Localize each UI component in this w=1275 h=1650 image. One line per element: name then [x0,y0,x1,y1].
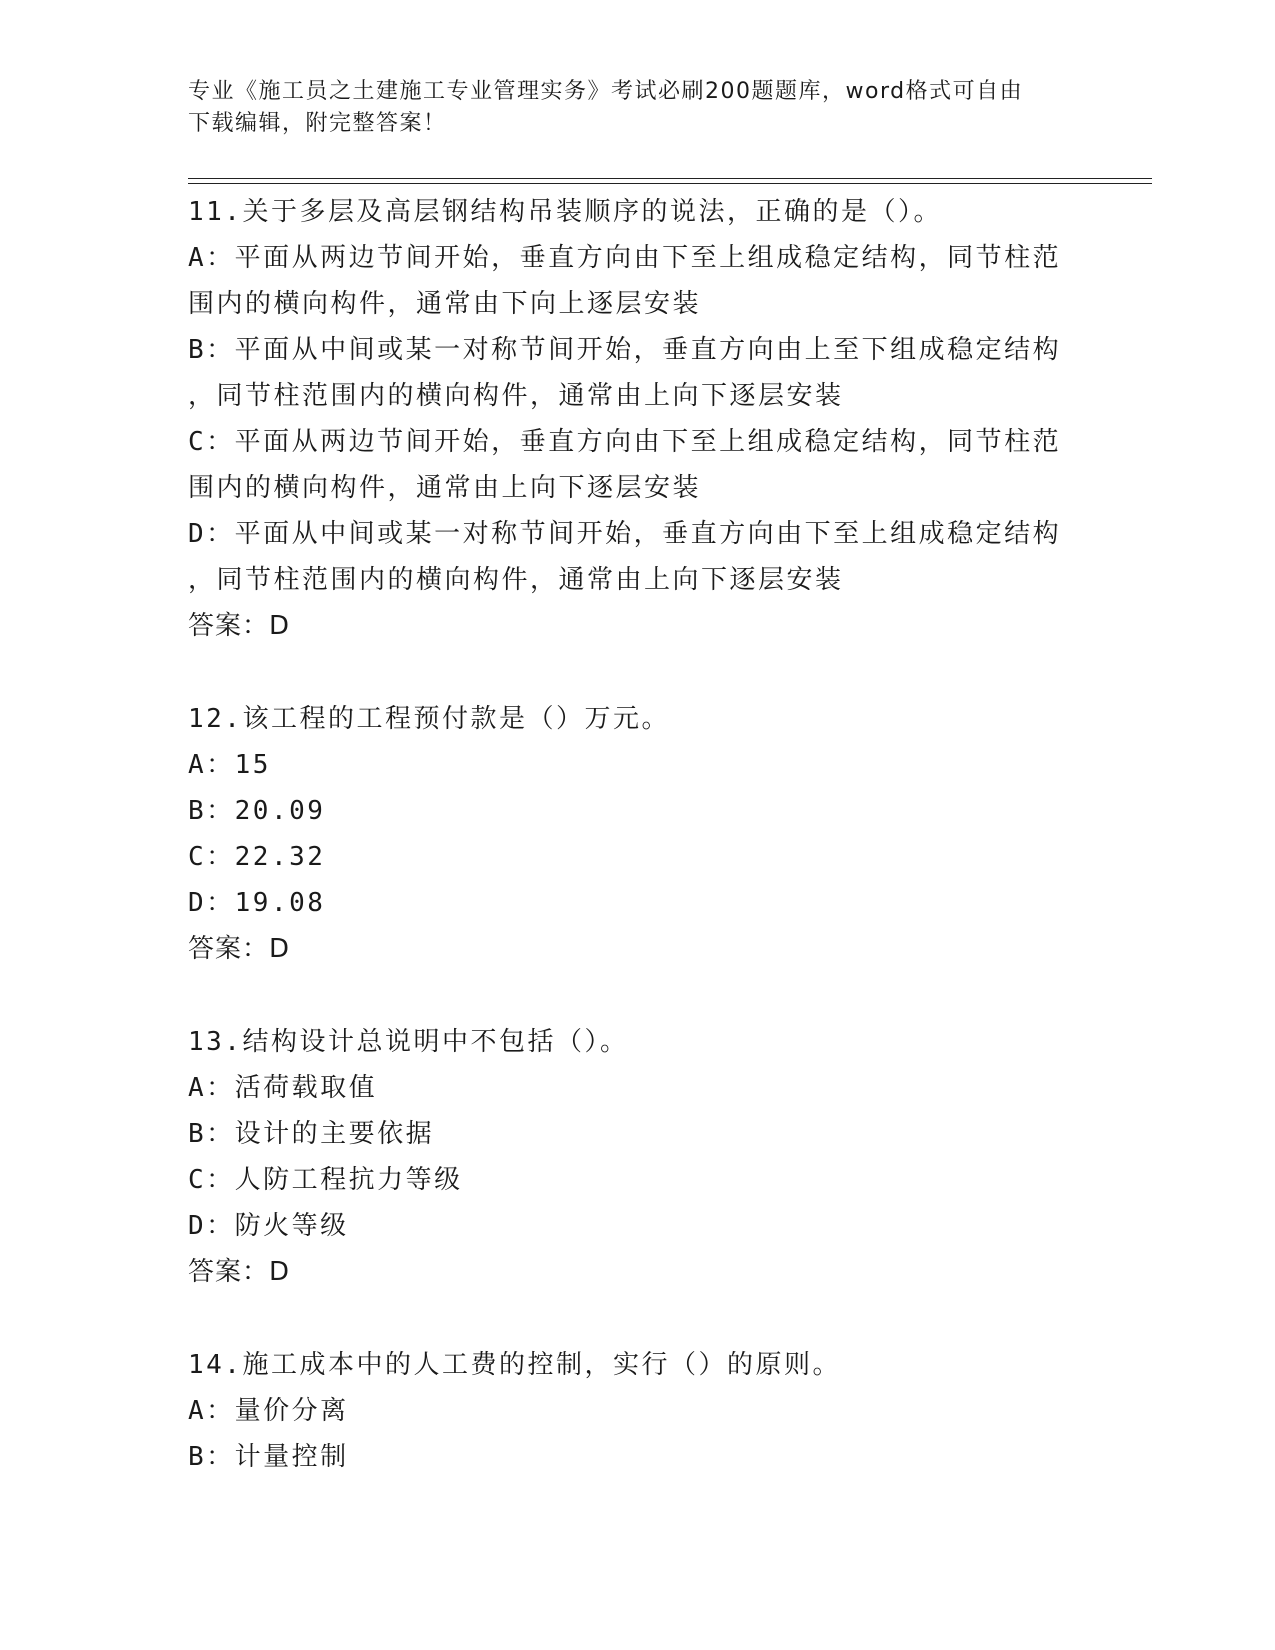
option-line: D：平面从中间或某一对称节间开始，垂直方向由下至上组成稳定结构 [188,519,1062,549]
question-block [188,696,1088,972]
option-line: ，同节柱范围内的横向构件，通常由上向下逐层安装 [188,381,844,411]
document-header [188,76,1068,140]
header-divider-top [188,178,1152,179]
answer-text: 答案：D [188,611,291,641]
option-line: 围内的横向构件，通常由上向下逐层安装 [188,473,702,503]
question-stem: 14.施工成本中的人工费的控制，实行（）的原则。 [188,1350,841,1380]
question-block [188,1019,1088,1295]
question-stem: 11.关于多层及高层钢结构吊装顺序的说法，正确的是（）。 [188,197,942,227]
question-list [188,189,1088,1527]
question-block [188,189,1088,649]
option-line: ，同节柱范围内的横向构件，通常由上向下逐层安装 [188,565,844,595]
option-line: A：活荷载取值 [188,1073,378,1103]
question-block [188,1342,1088,1480]
option-line: A：平面从两边节间开始，垂直方向由下至上组成稳定结构，同节柱范 [188,243,1062,273]
header-line-2: 下载编辑，附完整答案！ [188,111,447,136]
option-line: B：20.09 [188,796,326,826]
header-divider-bottom [188,183,1152,184]
option-line: C：平面从两边节间开始，垂直方向由下至上组成稳定结构，同节柱范 [188,427,1062,457]
option-line: B：计量控制 [188,1442,349,1472]
option-line: D：防火等级 [188,1211,349,1241]
header-line-1: 专业《施工员之土建施工专业管理实务》考试必刷200题题库，word格式可自由 [188,79,1024,104]
question-stem: 13.结构设计总说明中不包括（）。 [188,1027,629,1057]
option-line: 围内的横向构件，通常由下向上逐层安装 [188,289,702,319]
option-line: C：22.32 [188,842,326,872]
question-stem: 12.该工程的工程预付款是（）万元。 [188,704,670,734]
option-line: B：平面从中间或某一对称节间开始，垂直方向由上至下组成稳定结构 [188,335,1062,365]
option-line: A：15 [188,750,271,780]
answer-text: 答案：D [188,934,291,964]
option-line: D：19.08 [188,888,326,918]
option-line: C：人防工程抗力等级 [188,1165,463,1195]
option-line: A：量价分离 [188,1396,349,1426]
option-line: B：设计的主要依据 [188,1119,435,1149]
answer-text: 答案：D [188,1257,291,1287]
